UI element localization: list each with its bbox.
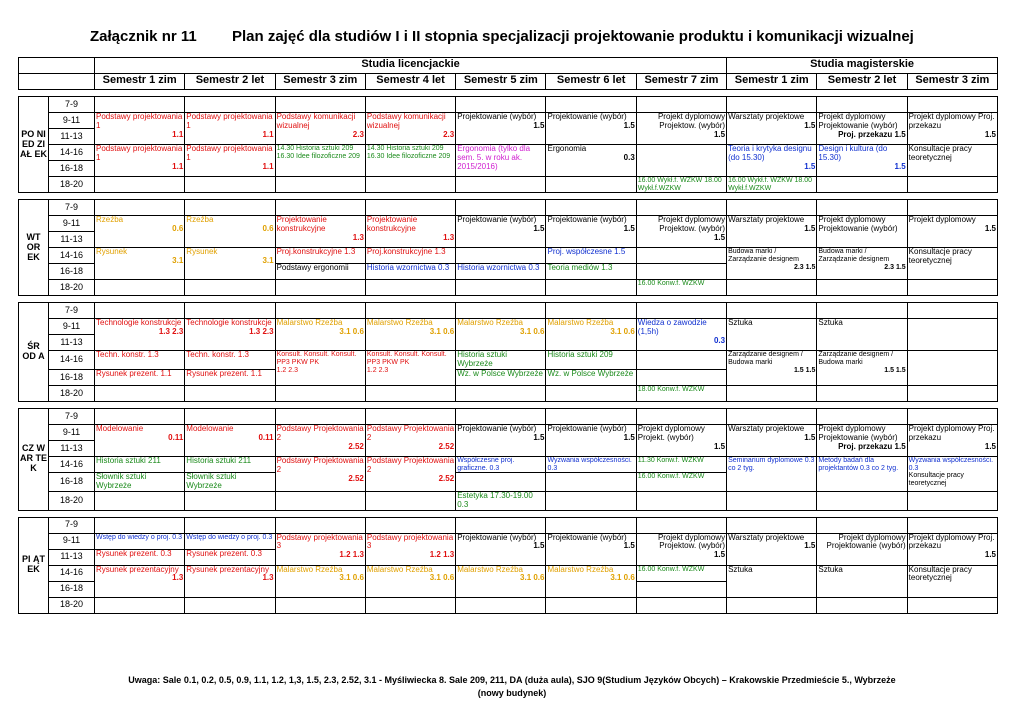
table-cell (185, 303, 275, 319)
class-cell: Podstawy projektowania 1 1.1 (185, 113, 275, 145)
corner-cell (19, 74, 95, 90)
class-cell: Projekt dyplomowy Projektowanie (wybór) Proj. przekazu 1.5 (817, 113, 907, 145)
table-cell (817, 280, 907, 296)
time-slot: 7-9 (49, 517, 95, 533)
table-cell (95, 97, 185, 113)
day-label: CZ W AR TE K (19, 408, 49, 510)
table-cell (275, 280, 365, 296)
time-slot: 9-11 (49, 216, 95, 232)
table-cell (636, 517, 726, 533)
class-cell: Konsult. Konsult. Konsult. PP3 PKW PK 1.2 2.3 (365, 351, 455, 386)
table-cell (636, 97, 726, 113)
class-cell: Rysunek prezentacyjny 1.3 (185, 565, 275, 597)
class-cell: Proj.konstrukcyjne 1.3 (275, 248, 365, 264)
table-cell (95, 385, 185, 401)
time-slot: 16-18 (49, 161, 95, 177)
table-cell (19, 90, 998, 97)
time-slot: 14-16 (49, 248, 95, 264)
class-cell: Wstęp do wiedzy o proj. 0.3 (95, 533, 185, 549)
class-cell: Design i kultura (do 15.30) 1.5 (817, 145, 907, 177)
semester-header: Semestr 3 zim (275, 74, 365, 90)
class-cell: Warsztaty projektowe 1.5 (727, 113, 817, 145)
class-cell: Projektowanie (wybór) 1.5 (546, 216, 636, 248)
class-cell: Podstawy projektowania 3 1.2 1.3 (365, 533, 455, 565)
table-cell (275, 408, 365, 424)
class-cell: Technologie konstrukcje 1.3 2.3 (185, 319, 275, 351)
class-cell: Słownik sztuki Wybrzeże (95, 473, 185, 492)
class-cell: 16.00 Konw.f. WZKW (636, 280, 726, 296)
class-cell (636, 351, 726, 370)
class-cell: Malarstwo Rzeźba 3.1 0.6 (275, 319, 365, 351)
table-cell (456, 200, 546, 216)
class-cell: Konsult. Konsult. Konsult. PP3 PKW PK 1.2 2.3 (275, 351, 365, 386)
table-cell (95, 517, 185, 533)
class-cell: Malarstwo Rzeźba 3.1 0.6 (365, 565, 455, 597)
class-cell: Konsultacje pracy teoretycznej (907, 565, 997, 597)
table-cell (365, 517, 455, 533)
table-cell (636, 491, 726, 510)
class-cell: Projekt dyplomowy Projektowanie (wybór) (817, 216, 907, 248)
class-cell: Metody badań dla projektantów 0.3 co 2 tyg. (817, 456, 907, 491)
class-cell: Rysunek prezent. 0.3 (95, 549, 185, 565)
time-slot: 16-18 (49, 264, 95, 280)
class-cell: Technologie konstrukcje 1.3 2.3 (95, 319, 185, 351)
class-cell: Historia sztuki Wybrzeże (456, 351, 546, 370)
class-cell: Historia sztuki 211 (185, 456, 275, 472)
class-cell: Ergonomia (tylko dla sem. 5. w roku ak. 2015/2016) (456, 145, 546, 177)
table-cell (19, 193, 998, 200)
class-cell (907, 319, 997, 351)
class-cell: Projekt dyplomowy Projekt. (wybór) 1.5 (636, 424, 726, 456)
class-cell: Warsztaty projektowe 1.5 (727, 424, 817, 456)
table-cell (546, 473, 636, 492)
class-cell: Podstawy komunikacji wizualnej 2.3 (275, 113, 365, 145)
semester-header: Semestr 1 zim (727, 74, 817, 90)
class-cell: Teoria mediów 1.3 (546, 264, 636, 280)
class-cell (636, 264, 726, 280)
table-cell (727, 200, 817, 216)
table-cell (907, 491, 997, 510)
class-cell: Zarządzanie designem / Budowa marki 1.5 1.5 (727, 351, 817, 386)
class-cell (636, 145, 726, 177)
class-cell: Wyzwania współczesności. 0.3 (546, 456, 636, 472)
class-cell: Rysunek prezent. 1.1 (95, 369, 185, 385)
class-cell: Słownik sztuki Wybrzeże (185, 473, 275, 492)
class-cell: Historia wzornictwa 0.3 (456, 264, 546, 280)
class-cell: Budowa marki / Zarządzanie designem 2.3 1.5 (817, 248, 907, 280)
table-cell (727, 491, 817, 510)
class-cell: Malarstwo Rzeźba 3.1 0.6 (456, 565, 546, 597)
table-cell (275, 517, 365, 533)
table-cell (817, 385, 907, 401)
class-cell: Projekt dyplomowy Projektow. (wybór) 1.5 (636, 216, 726, 248)
class-cell: Wiedza o zawodzie (1,5h) 0.3 (636, 319, 726, 351)
group-licencjackie: Studia licencjackie (95, 58, 727, 74)
table-cell (727, 303, 817, 319)
table-cell (546, 97, 636, 113)
day-label: PO NI ED ZI AŁ EK (19, 97, 49, 193)
semester-header: Semestr 3 zim (907, 74, 997, 90)
class-cell: Techn. konstr. 1.3 (95, 351, 185, 370)
table-cell (546, 280, 636, 296)
table-cell (275, 491, 365, 510)
class-cell: Podstawy Projektowania 2 2.52 (365, 456, 455, 491)
semester-header: Semestr 1 zim (95, 74, 185, 90)
semester-header: Semestr 6 let (546, 74, 636, 90)
table-cell (185, 280, 275, 296)
table-cell (546, 597, 636, 613)
table-cell (365, 597, 455, 613)
table-cell (365, 200, 455, 216)
class-cell (636, 369, 726, 385)
class-cell: Projekt dyplomowy Proj. przekazu 1.5 (907, 113, 997, 145)
class-cell: Rysunek 3.1 (185, 248, 275, 280)
table-cell (817, 303, 907, 319)
table-cell (95, 303, 185, 319)
footer-note: Uwaga: Sale 0.1, 0.2, 0.5, 0.9, 1.1, 1.2, 1,3, 1.5, 2.3, 2.52, 3.1 - Myśliwiecka 8. Sale 209, 211, DA (duża aula), SJO 9(Studium Języków Obcych) – Krakowskie Przedmieście 5., Wybrzeże (nowy budynek) (128, 675, 896, 698)
table-cell (907, 303, 997, 319)
table-cell (275, 385, 365, 401)
class-cell: 16.00 Konw.f. WZKW (636, 565, 726, 581)
time-slot: 11-13 (49, 232, 95, 248)
table-cell (456, 385, 546, 401)
class-cell: Rysunek prezent. 0.3 (185, 549, 275, 565)
class-cell: Malarstwo Rzeźba 3.1 0.6 (546, 319, 636, 351)
class-cell: Sztuka (727, 319, 817, 351)
time-slot: 9-11 (49, 319, 95, 335)
class-cell: 18.00 Konw.f. WZKW (636, 385, 726, 401)
table-cell (185, 200, 275, 216)
table-cell (546, 408, 636, 424)
time-slot: 11-13 (49, 549, 95, 565)
class-cell: 16.00 Wykł.f. WZKW 18.00 Wykł.f.WZKW (727, 177, 817, 193)
semester-header: Semestr 5 zim (456, 74, 546, 90)
class-cell: Podstawy Projektowania 2 2.52 (275, 456, 365, 491)
table-cell (907, 351, 997, 386)
table-cell (727, 97, 817, 113)
table-cell (727, 517, 817, 533)
class-cell: Projekt dyplomowy Projektowanie (wybór) Proj. przekazu 1.5 (817, 424, 907, 456)
class-cell: Malarstwo Rzeźba 3.1 0.6 (456, 319, 546, 351)
table-cell (817, 177, 907, 193)
class-cell: Projekt dyplomowy Proj. przekazu 1.5 (907, 424, 997, 456)
class-cell: Podstawy ergonomii (275, 264, 365, 280)
table-cell (456, 303, 546, 319)
table-cell (456, 517, 546, 533)
class-cell: Rysunek prezentacyjny 1.3 (95, 565, 185, 597)
time-slot: 11-13 (49, 440, 95, 456)
table-cell (185, 97, 275, 113)
class-cell: Rzeźba 0.6 (95, 216, 185, 248)
table-cell (365, 408, 455, 424)
class-cell: Zarządzanie designem / Budowa marki 1.5 1.5 (817, 351, 907, 386)
class-cell: Projektowanie (wybór) 1.5 (546, 113, 636, 145)
day-label: PI ĄT EK (19, 517, 49, 613)
class-cell: Podstawy projektowania 3 1.2 1.3 (275, 533, 365, 565)
class-cell: Projektowanie (wybór) 1.5 (456, 533, 546, 565)
class-cell: Projektowanie (wybór) 1.5 (456, 113, 546, 145)
class-cell: Techn. konstr. 1.3 (185, 351, 275, 370)
table-cell (19, 510, 998, 517)
table-cell (365, 385, 455, 401)
table-cell (817, 597, 907, 613)
table-cell (275, 303, 365, 319)
class-cell: Warsztaty projektowe 1.5 (727, 533, 817, 565)
class-cell: Rysunek 3.1 (95, 248, 185, 280)
class-cell: Historia sztuki 211 (95, 456, 185, 472)
class-cell: Proj. współczesne 1.5 (546, 248, 636, 264)
time-slot: 14-16 (49, 565, 95, 581)
class-cell: Proj.konstrukcyjne 1.3 (365, 248, 455, 264)
class-cell: Wz. w Polsce Wybrzeże (456, 369, 546, 385)
time-slot: 18-20 (49, 597, 95, 613)
table-cell (636, 581, 726, 597)
time-slot: 11-13 (49, 129, 95, 145)
table-cell (546, 303, 636, 319)
table-cell (456, 97, 546, 113)
table-cell (727, 408, 817, 424)
table-cell (185, 177, 275, 193)
schedule-table (18, 57, 998, 614)
table-cell (456, 473, 546, 492)
time-slot: 16-18 (49, 581, 95, 597)
table-cell (907, 408, 997, 424)
class-cell: Malarstwo Rzeźba 3.1 0.6 (365, 319, 455, 351)
class-cell: Historia sztuki 209 (546, 351, 636, 370)
time-slot: 14-16 (49, 456, 95, 472)
time-slot: 7-9 (49, 303, 95, 319)
class-cell: Malarstwo Rzeźba 3.1 0.6 (275, 565, 365, 597)
class-cell: Podstawy komunikacji wizualnej 2.3 (365, 113, 455, 145)
class-cell: Podstawy Projektowania 2 2.52 (275, 424, 365, 456)
class-cell: Projekt dyplomowy Proj. przekazu 1.5 (907, 533, 997, 565)
time-slot: 18-20 (49, 280, 95, 296)
table-cell (19, 296, 998, 303)
table-cell (456, 408, 546, 424)
table-cell (546, 200, 636, 216)
class-cell: Projektowanie konstrukcyjne 1.3 (365, 216, 455, 248)
class-cell: Podstawy projektowania 1 1.1 (185, 145, 275, 177)
table-cell (817, 491, 907, 510)
table-cell (19, 401, 998, 408)
class-cell: 14.30 Historia sztuki 209 16.30 Idee filozoficzne 209 (365, 145, 455, 177)
class-cell: Rzeźba 0.6 (185, 216, 275, 248)
table-cell (817, 97, 907, 113)
attachment-label: Załącznik nr 11 (90, 28, 197, 45)
class-cell: Projektowanie (wybór) 1.5 (546, 533, 636, 565)
table-cell (185, 597, 275, 613)
class-cell: Konsultacje pracy teoretycznej (907, 145, 997, 177)
table-cell (817, 200, 907, 216)
class-cell: Podstawy projektowania 1 1.1 (95, 113, 185, 145)
class-cell: Seminarium dyplomowe 0.3 co 2 tyg. (727, 456, 817, 491)
table-cell (275, 200, 365, 216)
class-cell: Modelowanie 0.11 (185, 424, 275, 456)
class-cell: Projekt dyplomowy Projektow. (wybór) 1.5 (636, 113, 726, 145)
table-cell (727, 385, 817, 401)
corner-cell (19, 58, 95, 74)
class-cell: Sztuka (727, 565, 817, 597)
time-slot: 7-9 (49, 408, 95, 424)
class-cell: Projekt dyplomowy 1.5 (907, 216, 997, 248)
class-cell: Podstawy projektowania 1 1.1 (95, 145, 185, 177)
class-cell: Projektowanie (wybór) 1.5 (456, 216, 546, 248)
table-cell (636, 597, 726, 613)
time-slot: 18-20 (49, 385, 95, 401)
table-cell (546, 385, 636, 401)
table-cell (185, 517, 275, 533)
table-cell (907, 280, 997, 296)
table-cell (546, 517, 636, 533)
table-cell (185, 408, 275, 424)
class-cell: Wyzwania współczesności. 0.3 Konsultacje pracy teoretycznej (907, 456, 997, 491)
class-cell: Projektowanie (wybór) 1.5 (456, 424, 546, 456)
time-slot: 18-20 (49, 491, 95, 510)
semester-header: Semestr 2 let (817, 74, 907, 90)
semester-header: Semestr 2 let (185, 74, 275, 90)
class-cell: 16.00 Wykł.f. WZKW 18.00 Wykł.f.WZKW (636, 177, 726, 193)
class-cell: 14.30 Historia sztuki 209 16.30 Idee filozoficzne 209 (275, 145, 365, 177)
table-cell (95, 408, 185, 424)
table-cell (95, 177, 185, 193)
class-cell: Estetyka 17.30-19.00 0.3 (456, 491, 546, 510)
class-cell: Ergonomia 0.3 (546, 145, 636, 177)
time-slot: 9-11 (49, 533, 95, 549)
class-cell: 16.00 Konw.f. WZKW (636, 473, 726, 492)
class-cell: Projekt dyplomowy Projektowanie (wybór) (817, 533, 907, 565)
table-cell (365, 177, 455, 193)
table-cell (907, 177, 997, 193)
class-cell: Sztuka (817, 565, 907, 597)
table-cell (907, 517, 997, 533)
table-cell (636, 303, 726, 319)
time-slot: 9-11 (49, 113, 95, 129)
class-cell: Projektowanie konstrukcyjne 1.3 (275, 216, 365, 248)
page-title: Plan zajęć dla studiów I i II stopnia specjalizacji projektowanie produktu i komunikacji wizualnej (232, 28, 914, 45)
semester-header: Semestr 4 let (365, 74, 455, 90)
table-cell (456, 280, 546, 296)
table-cell (546, 177, 636, 193)
class-cell: Projekt dyplomowy Projektow. (wybór) 1.5 (636, 533, 726, 565)
class-cell: Podstawy Projektowania 2 2.52 (365, 424, 455, 456)
table-cell (185, 385, 275, 401)
class-cell: Teoria i krytyka designu (do 15.30) 1.5 (727, 145, 817, 177)
table-cell (365, 303, 455, 319)
time-slot: 18-20 (49, 177, 95, 193)
class-cell: Rysunek prezent. 1.1 (185, 369, 275, 385)
table-cell (95, 200, 185, 216)
time-slot: 11-13 (49, 335, 95, 351)
class-cell: Warsztaty projektowe 1.5 (727, 216, 817, 248)
table-cell (456, 177, 546, 193)
class-cell: Budowa marki / Zarządzanie designem 2.3 1.5 (727, 248, 817, 280)
class-cell: Malarstwo Rzeźba 3.1 0.6 (546, 565, 636, 597)
class-cell: Modelowanie 0.11 (95, 424, 185, 456)
class-cell: Projektowanie (wybór) 1.5 (546, 424, 636, 456)
day-label: WT OR EK (19, 200, 49, 296)
time-slot: 7-9 (49, 200, 95, 216)
class-cell (456, 248, 546, 264)
group-magisterskie: Studia magisterskie (727, 58, 998, 74)
time-slot: 14-16 (49, 351, 95, 370)
class-cell: Konsultacje pracy teoretycznej (907, 248, 997, 280)
table-cell (185, 491, 275, 510)
table-cell (907, 200, 997, 216)
class-cell (636, 248, 726, 264)
class-cell: Wz. w Polsce Wybrzeże (546, 369, 636, 385)
table-cell (727, 280, 817, 296)
table-cell (275, 97, 365, 113)
class-cell: Wstęp do wiedzy o proj. 0.3 (185, 533, 275, 549)
class-cell: Sztuka (817, 319, 907, 351)
table-cell (275, 597, 365, 613)
class-cell: 11.30 Konw.f. WZKW (636, 456, 726, 472)
table-cell (275, 177, 365, 193)
table-cell (636, 408, 726, 424)
table-cell (365, 280, 455, 296)
day-label: ŚR OD A (19, 303, 49, 402)
table-cell (817, 517, 907, 533)
table-cell (95, 597, 185, 613)
table-cell (546, 491, 636, 510)
time-slot: 14-16 (49, 145, 95, 161)
table-cell (727, 597, 817, 613)
class-cell: Historia wzornictwa 0.3 (365, 264, 455, 280)
table-cell (907, 97, 997, 113)
table-cell (636, 200, 726, 216)
table-cell (907, 597, 997, 613)
table-cell (907, 385, 997, 401)
table-cell (365, 491, 455, 510)
time-slot: 16-18 (49, 369, 95, 385)
table-cell (95, 491, 185, 510)
time-slot: 16-18 (49, 473, 95, 492)
time-slot: 9-11 (49, 424, 95, 440)
table-cell (95, 280, 185, 296)
class-cell: Współczesne proj. graficzne. 0.3 (456, 456, 546, 472)
time-slot: 7-9 (49, 97, 95, 113)
semester-header: Semestr 7 zim (636, 74, 726, 90)
table-cell (456, 597, 546, 613)
table-cell (365, 97, 455, 113)
table-cell (817, 408, 907, 424)
